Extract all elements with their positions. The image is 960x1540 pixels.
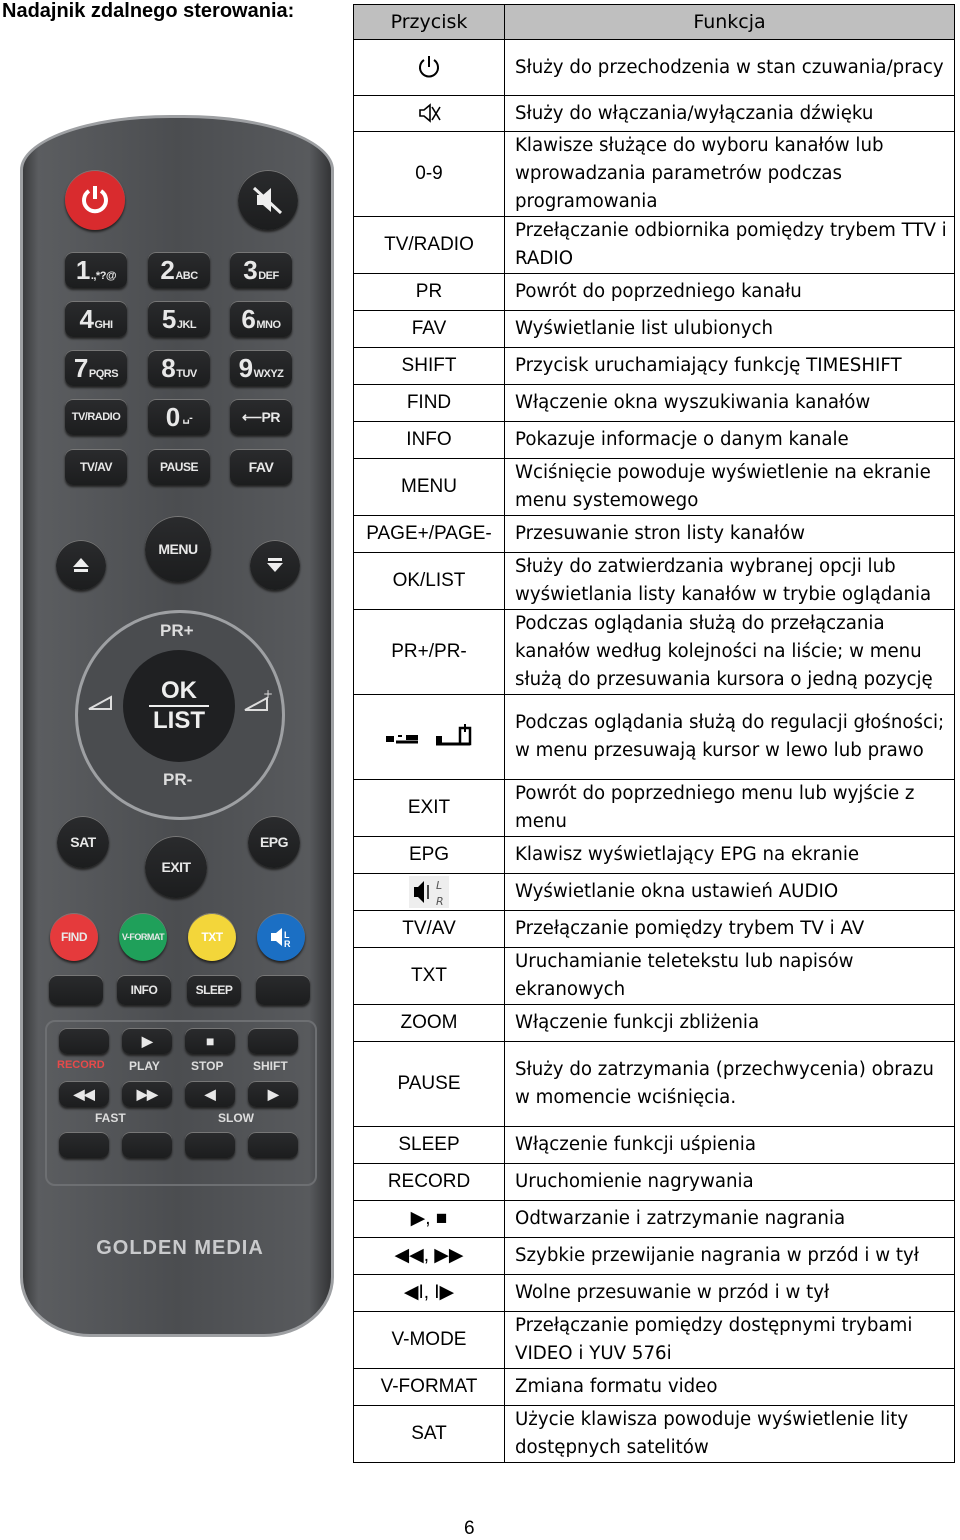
function-cell: Służy do zatwierdzania wybranej opcji lub wyświetlania listy kanałów w trybie oglądania [505, 553, 955, 610]
function-cell: Powrót do poprzedniego kanału [505, 274, 955, 311]
header-function: Funkcja [505, 5, 955, 40]
button-name: PAUSE [397, 1073, 461, 1094]
button-cell [354, 1369, 505, 1406]
table-row [354, 132, 955, 217]
table-row [354, 1201, 955, 1238]
digit-label: 5JKL [161, 303, 197, 334]
blank-button-2 [256, 975, 310, 1005]
digit-label: 1.,*?@ [75, 254, 117, 285]
rewind-button: ◀◀ [59, 1081, 109, 1107]
button-name: FIND [406, 392, 452, 413]
button-name: TV/AV [402, 918, 456, 939]
digit-button-3 [230, 252, 292, 288]
blank-button-3 [59, 1132, 109, 1158]
digit-letters: JKL [176, 318, 197, 331]
digit-label: 7PQRS [73, 352, 119, 383]
button-cell [354, 385, 505, 422]
svg-text:L: L [284, 930, 289, 940]
page-up-button [56, 540, 106, 590]
button-name: PR [415, 281, 443, 302]
stop-button: ■ [185, 1028, 235, 1054]
function-cell: Podczas oglądania służą do przełączania kanałów według kolejności na liście; w menu służą do przesuwania kursora o jedną pozycję [505, 610, 955, 695]
power-button [65, 170, 125, 230]
function-cell: Szybkie przewijanie nagrania w przód i w tył [505, 1238, 955, 1275]
button-cell [354, 874, 505, 911]
button-cell [354, 780, 505, 837]
svg-text:L: L [436, 879, 443, 892]
button-name: V-MODE [391, 1329, 467, 1350]
table-row [354, 553, 955, 610]
digit-letters: ABC [175, 269, 198, 282]
audio-blue-button [257, 913, 305, 961]
digit-label: 4GHI [79, 303, 113, 334]
button-name: SAT [411, 1423, 447, 1444]
mute-icon [251, 183, 285, 217]
digit-button-1 [65, 252, 127, 288]
mute-icon [416, 102, 442, 124]
button-cell [354, 96, 505, 132]
header-button: Przycisk [354, 5, 505, 40]
svg-text:R: R [284, 939, 290, 948]
digit-label: 8TUV [161, 352, 197, 383]
button-cell [354, 1164, 505, 1201]
button-cell [354, 348, 505, 385]
button-cell [354, 1406, 505, 1463]
button-cell [354, 837, 505, 874]
button-name: ▶, ■ [410, 1208, 448, 1229]
volume-up-icon [243, 690, 273, 712]
table-row [354, 1275, 955, 1312]
function-cell: Wolne przesuwanie w przód i w tył [505, 1275, 955, 1312]
sleep-button: SLEEP [187, 975, 241, 1005]
button-cell [354, 1201, 505, 1238]
table-row [354, 1005, 955, 1042]
table-row [354, 874, 955, 911]
button-cell [354, 1005, 505, 1042]
epg-button: EPG [248, 816, 300, 868]
button-cell [354, 1127, 505, 1164]
table-row [354, 1164, 955, 1201]
pr-plus-label: PR+ [160, 621, 194, 640]
button-cell [354, 911, 505, 948]
volume-down-icon [87, 693, 113, 711]
fast-label: FAST [95, 1111, 126, 1125]
digit-letters: GHI [94, 318, 113, 331]
digit-letters: TUV [176, 367, 197, 380]
button-name: 0-9 [415, 163, 443, 184]
table-row [354, 1127, 955, 1164]
table-row [354, 1369, 955, 1406]
digit-button-6 [230, 301, 292, 337]
table-row [354, 1238, 955, 1275]
list-label: LIST [153, 707, 205, 734]
digit-letters: DEF [258, 269, 279, 282]
ok-label: OK [161, 677, 197, 704]
button-name: ◀◀, ▶▶ [394, 1245, 464, 1266]
vformat-green-button: V-FORMAT [119, 913, 167, 961]
menu-button: MENU [145, 516, 211, 582]
slow-back-button: ◀ [185, 1081, 235, 1107]
button-cell [354, 40, 505, 96]
shift-button [248, 1028, 298, 1054]
table-row [354, 459, 955, 516]
blank-button-1 [49, 975, 103, 1005]
volume-icons [384, 722, 474, 752]
forward-button: ▶▶ [122, 1081, 172, 1107]
function-cell: Wyświetlanie list ulubionych [505, 311, 955, 348]
function-cell: Służy do zatrzymania (przechwycenia) obrazu w momencie wciśnięcia. [505, 1042, 955, 1127]
mute-button [238, 170, 298, 230]
shift-label: SHIFT [253, 1059, 288, 1073]
button-name: EPG [408, 844, 450, 865]
button-name: INFO [406, 429, 452, 450]
button-name: RECORD [387, 1171, 471, 1192]
button-name: FAV [411, 318, 447, 339]
digit-label: 2ABC [160, 254, 198, 285]
remote-control-image [20, 115, 334, 1337]
button-cell [354, 610, 505, 695]
button-cell [354, 459, 505, 516]
digit-button-5 [148, 301, 210, 337]
exit-button: EXIT [145, 836, 207, 898]
fav-button: FAV [230, 449, 292, 485]
button-cell [354, 1238, 505, 1275]
button-cell [354, 695, 505, 780]
page-heading: Nadajnik zdalnego sterowania: [2, 0, 295, 22]
button-name: MENU [401, 476, 457, 497]
table-row [354, 311, 955, 348]
button-name: PAGE+/PAGE- [366, 523, 492, 544]
table-row [354, 1312, 955, 1369]
sat-button: SAT [57, 816, 109, 868]
function-cell: Włączenie funkcji uśpienia [505, 1127, 955, 1164]
audio-icon [408, 875, 450, 909]
button-name: V-FORMAT [380, 1376, 478, 1397]
digit-label: 9WXYZ [238, 352, 284, 383]
table-row [354, 217, 955, 274]
button-cell [354, 1312, 505, 1369]
table-body [354, 40, 955, 1463]
find-red-button: FIND [50, 913, 98, 961]
table-row [354, 911, 955, 948]
svg-text:R: R [436, 895, 444, 908]
function-cell: Uruchomienie nagrywania [505, 1164, 955, 1201]
function-cell: Zmiana formatu video [505, 1369, 955, 1406]
function-cell: Przesuwanie stron listy kanałów [505, 516, 955, 553]
function-cell: Podczas oglądania służą do regulacji głośności; w menu przesuwają kursor w lewo lub prawo [505, 695, 955, 780]
zero-sub: ␣- [182, 411, 193, 424]
table-row [354, 385, 955, 422]
table-row [354, 837, 955, 874]
table-row [354, 1042, 955, 1127]
button-name: OK/LIST [392, 570, 466, 591]
blank-button-6 [248, 1132, 298, 1158]
digit-button-2 [148, 252, 210, 288]
digit-letters: MNO [256, 318, 281, 331]
button-cell [354, 948, 505, 1005]
audio-icon [268, 926, 294, 948]
digit-letters: .,*?@ [90, 269, 117, 282]
function-cell: Służy do włączania/wyłączania dźwięku [505, 96, 955, 132]
tvav-button: TV/AV [65, 449, 127, 485]
table-row [354, 780, 955, 837]
blank-button-4 [122, 1132, 172, 1158]
function-cell: Wciśnięcie powoduje wyświetlenie na ekranie menu systemowego [505, 459, 955, 516]
page-number: 6 [464, 1518, 475, 1539]
power-icon [78, 183, 112, 217]
button-name: ◀I, I▶ [403, 1282, 455, 1303]
back-pr-button: ⟵PR [230, 399, 292, 435]
function-cell: Przełączanie pomiędzy dostępnymi trybami VIDEO i YUV 576i [505, 1312, 955, 1369]
page-down-icon [265, 555, 285, 575]
zero-label: 0 [165, 401, 180, 432]
button-cell [354, 1275, 505, 1312]
button-name: SHIFT [401, 355, 457, 376]
stop-label: STOP [191, 1059, 224, 1073]
record-label: RECORD [57, 1059, 105, 1071]
button-name: TXT [411, 965, 447, 986]
slow-label: SLOW [218, 1111, 254, 1125]
table-row [354, 40, 955, 96]
button-cell [354, 217, 505, 274]
ok-list-button [123, 650, 235, 762]
function-cell: Powrót do poprzedniego menu lub wyjście z menu [505, 780, 955, 837]
function-cell: Pokazuje informacje o danym kanale [505, 422, 955, 459]
function-cell: Użycie klawisza powoduje wyświetlenie lity dostępnych satelitów [505, 1406, 955, 1463]
button-name: PR+/PR- [391, 641, 467, 662]
table-row [354, 96, 955, 132]
button-cell [354, 553, 505, 610]
page-down-button [250, 540, 300, 590]
function-table [353, 4, 955, 1463]
record-button [59, 1028, 109, 1054]
blank-button-5 [185, 1132, 235, 1158]
pr-minus-label: PR- [163, 770, 193, 789]
button-name: SLEEP [398, 1134, 460, 1155]
info-button: INFO [117, 975, 171, 1005]
txt-yellow-button: TXT [188, 913, 236, 961]
digit-label: 6MNO [241, 303, 281, 334]
brand-logo: GOLDEN MEDIA [96, 1237, 264, 1259]
table-row [354, 695, 955, 780]
digit-button-9 [230, 350, 292, 386]
button-cell [354, 132, 505, 217]
button-name: TV/RADIO [384, 234, 474, 255]
slow-forward-button: ▶ [248, 1081, 298, 1107]
table-row [354, 516, 955, 553]
table-row [354, 422, 955, 459]
table-row [354, 948, 955, 1005]
button-cell [354, 422, 505, 459]
table-row [354, 610, 955, 695]
button-name: EXIT [407, 797, 451, 818]
function-cell: Włączenie funkcji zbliżenia [505, 1005, 955, 1042]
digit-button-8 [148, 350, 210, 386]
page-up-icon [71, 555, 91, 575]
function-cell: Przełączanie pomiędzy trybem TV i AV [505, 911, 955, 948]
pause-button: PAUSE [148, 449, 210, 485]
power-icon [417, 54, 441, 80]
digit-label: 3DEF [243, 254, 279, 285]
function-cell: Uruchamianie teletekstu lub napisów ekranowych [505, 948, 955, 1005]
button-cell [354, 311, 505, 348]
digit-letters: WXYZ [253, 367, 284, 380]
function-cell: Klawisze służące do wyboru kanałów lub wprowadzania parametrów podczas programowania [505, 132, 955, 217]
function-cell: Wyświetlanie okna ustawień AUDIO [505, 874, 955, 911]
function-cell: Służy do przechodzenia w stan czuwania/pracy [505, 40, 955, 96]
button-cell [354, 1042, 505, 1127]
play-label: PLAY [129, 1059, 160, 1073]
button-cell [354, 274, 505, 311]
zero-button [148, 399, 210, 435]
table-row [354, 274, 955, 311]
function-cell: Przełączanie odbiornika pomiędzy trybem TTV i RADIO [505, 217, 955, 274]
function-cell: Przycisk uruchamiający funkcję TIMESHIFT [505, 348, 955, 385]
play-button: ▶ [122, 1028, 172, 1054]
digit-letters: PQRS [88, 367, 119, 380]
function-cell: Włączenie okna wyszukiwania kanałów [505, 385, 955, 422]
function-cell: Odtwarzanie i zatrzymanie nagrania [505, 1201, 955, 1238]
tvradio-button: TV/RADIO [65, 399, 127, 435]
digit-button-7 [65, 350, 127, 386]
table-row [354, 1406, 955, 1463]
digit-button-4 [65, 301, 127, 337]
table-row [354, 348, 955, 385]
button-name: ZOOM [400, 1012, 458, 1033]
svg-text:+: + [263, 690, 273, 701]
function-cell: Klawisz wyświetlający EPG na ekranie [505, 837, 955, 874]
button-cell [354, 516, 505, 553]
